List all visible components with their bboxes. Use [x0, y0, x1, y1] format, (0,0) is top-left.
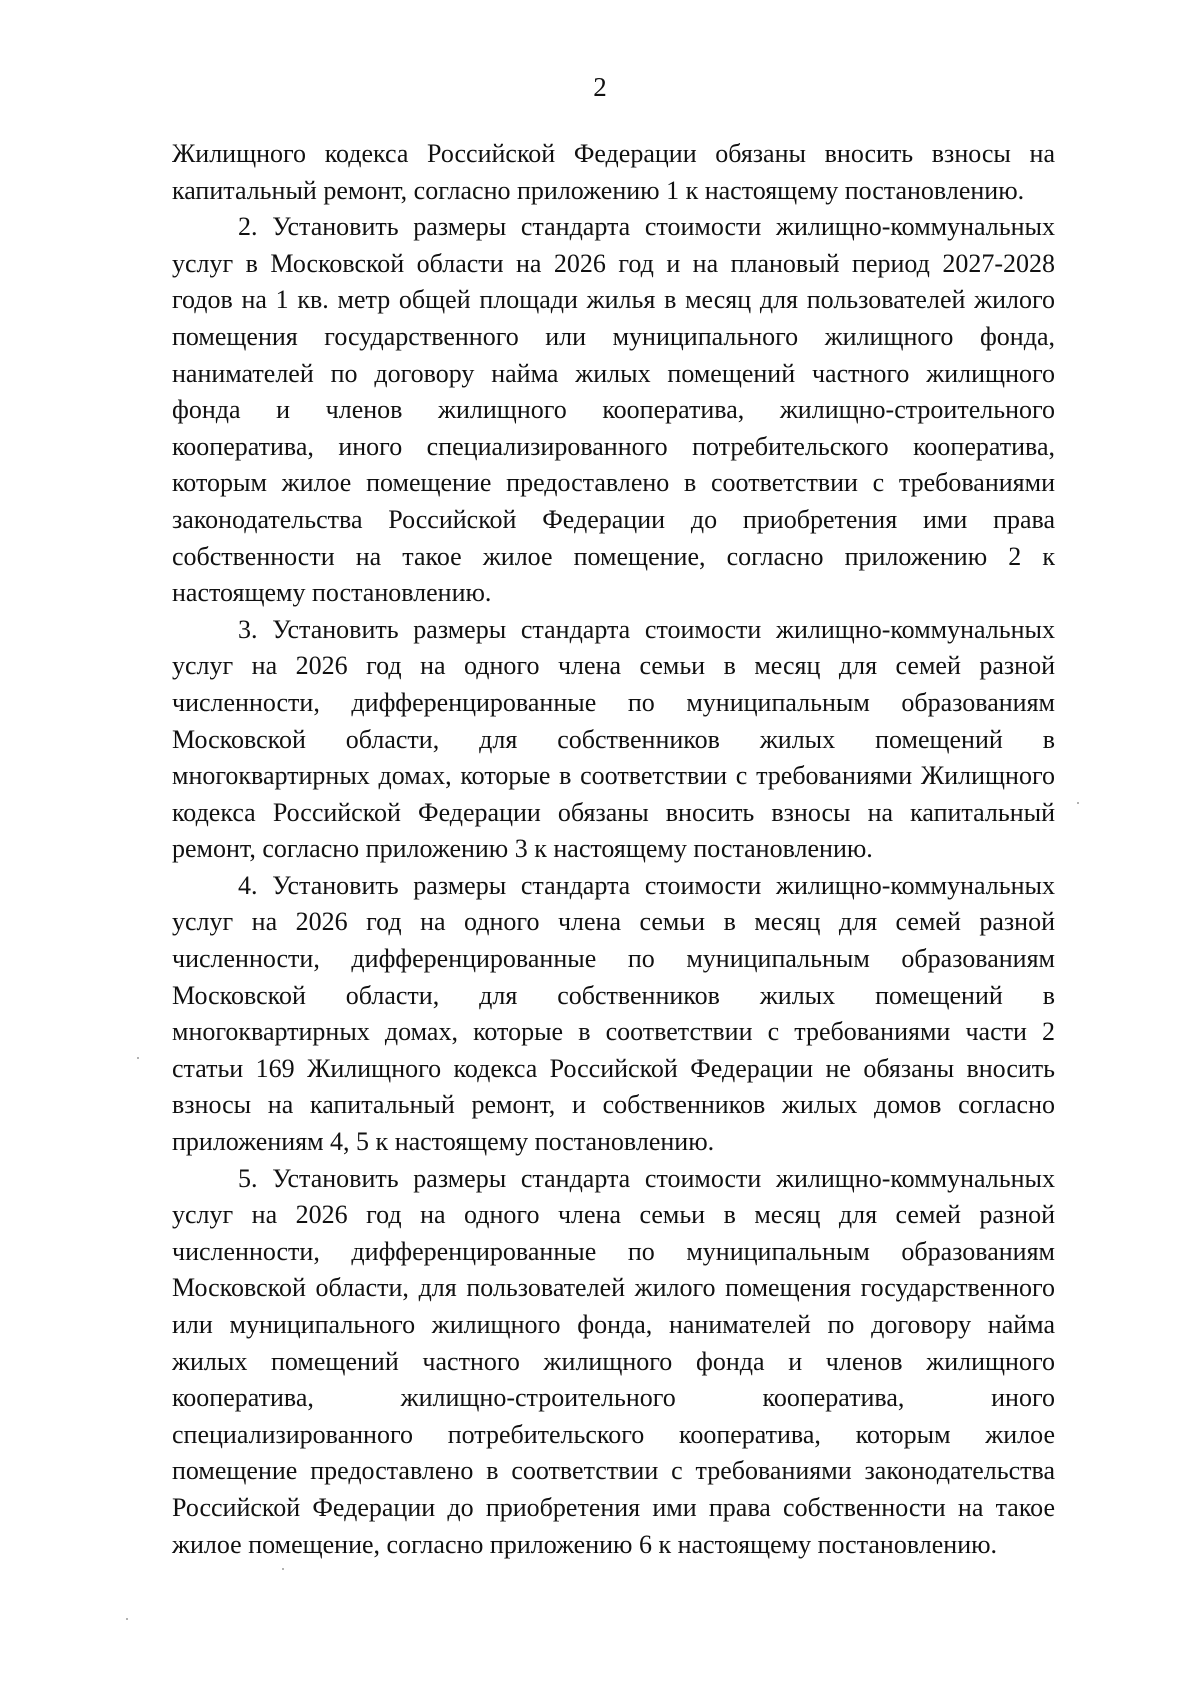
- paragraph-continuation: Жилищного кодекса Российской Федерации обязаны вносить взносы на капитальный ремонт, согласно приложению 1 к настоящему постановлению.: [172, 139, 1055, 205]
- paragraph-item-2: 2. Установить размеры стандарта стоимости жилищно-коммунальных услуг в Московской области на 2026 год и на плановый период 2027-2028 годов на 1 кв. метр общей площади жилья в месяц для пользователей жилого помещения государственного или муниципального жилищного фонда, нанимателей по договору найма жилых помещений частного жилищного фонда и членов жилищного кооператива, жилищно-строительного кооператива, иного специализированного потребительского кооператива, которым жилое помещение предоставлено в соответствии с требованиями законодательства Российской Федерации до приобретения ими права собственности на такое жилое помещение, согласно приложению 2 к настоящему постановлению.: [172, 212, 1055, 608]
- paragraph-item-3: 3. Установить размеры стандарта стоимости жилищно-коммунальных услуг на 2026 год на одного члена семьи в месяц для семей разной численности, дифференцированные по муниципальным образованиям Московской области, для собственников жилых помещений в многоквартирных домах, которые в соответствии с требованиями Жилищного кодекса Российской Федерации обязаны вносить взносы на капитальный ремонт, согласно приложению 3 к настоящему постановлению.: [172, 614, 1055, 864]
- document-body: [172, 136, 1055, 1563]
- paragraph-item-4: 4. Установить размеры стандарта стоимости жилищно-коммунальных услуг на 2026 год на одного члена семьи в месяц для семей разной численности, дифференцированные по муниципальным образованиям Московской области, для собственников жилых помещений в многоквартирных домах, которые в соответствии с требованиями части 2 статьи 169 Жилищного кодекса Российской Федерации не обязаны вносить взносы на капитальный ремонт, и собственников жилых домов согласно приложениям 4, 5 к настоящему постановлению.: [172, 870, 1055, 1157]
- scan-speck: [1077, 802, 1079, 804]
- paragraph-item-5: 5. Установить размеры стандарта стоимости жилищно-коммунальных услуг на 2026 год на одного члена семьи в месяц для семей разной численности, дифференцированные по муниципальным образованиям Московской области, для пользователей жилого помещения государственного или муниципального жилищного фонда, нанимателей по договору найма жилых помещений частного жилищного фонда и членов жилищного кооператива, жилищно-строительного кооператива, иного специализированного потребительского кооператива, которым жилое помещение предоставлено в соответствии с требованиями законодательства Российской Федерации до приобретения ими права собственности на такое жилое помещение, согласно приложению 6 к настоящему постановлению.: [172, 1163, 1055, 1559]
- page-number: 2: [593, 72, 607, 102]
- scan-speck: [137, 1057, 139, 1059]
- scan-speck: [282, 1568, 284, 1570]
- scan-speck: [126, 1618, 128, 1620]
